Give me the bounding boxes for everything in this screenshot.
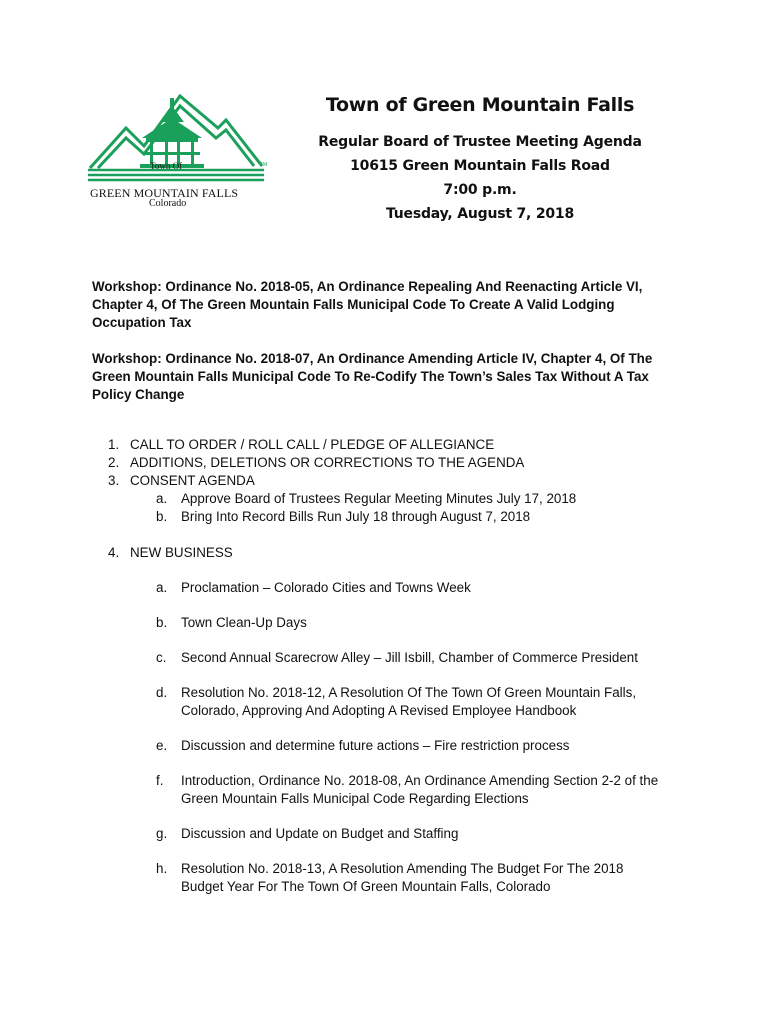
workshop-line: Green Mountain Falls Municipal Code To Re-Codify The Town’s Sales Tax Without A Tax [92,369,649,384]
consent-text: Bring Into Record Bills Run July 18 through August 7, 2018 [181,509,531,524]
agenda-item [92,472,712,490]
logo-town-of: Town Of [150,161,183,171]
workshop-item [92,350,692,404]
nb-text: Town Clean-Up Days [181,615,307,630]
nb-text: Resolution No. 2018-12, A Resolution Of The Town Of Green Mountain Falls, [181,685,637,700]
nb-letter: f. [156,773,164,788]
agenda-number: 4. [108,545,120,560]
new-business-item [92,614,712,632]
workshop-line: Occupation Tax [92,315,192,330]
agenda-number: 3. [108,473,120,488]
agenda-text: CONSENT AGENDA [130,473,255,488]
nb-letter: g. [156,826,168,841]
nb-letter: a. [156,580,168,595]
workshop-line: Chapter 4, Of The Green Mountain Falls Municipal Code To Create A Valid Lodging [92,297,615,312]
agenda-text: NEW BUSINESS [130,545,233,560]
workshop-item [92,278,692,332]
consent-letter: a. [156,491,168,506]
agenda-item [92,454,712,472]
new-business-item [92,772,712,808]
nb-letter: d. [156,685,168,700]
nb-letter: b. [156,615,168,630]
logo-state: Colorado [149,198,187,209]
nb-text: Discussion and Update on Budget and Staffing [181,826,459,841]
workshop-line: Policy Change [92,387,185,402]
agenda-number: 1. [108,437,120,452]
nb-text: Second Annual Scarecrow Alley – Jill Isbill, Chamber of Commerce President [181,650,638,665]
nb-text-continued: Green Mountain Falls Municipal Code Regarding Elections [181,791,529,806]
agenda-number: 2. [108,455,120,470]
nb-text: Resolution No. 2018-13, A Resolution Amending The Budget For The 2018 [181,861,624,876]
nb-text-continued: Colorado, Approving And Adopting A Revised Employee Handbook [181,703,577,718]
town-logo [86,88,272,214]
nb-letter: h. [156,861,168,876]
agenda-text: CALL TO ORDER / ROLL CALL / PLEDGE OF ALLEGIANCE [130,437,495,452]
consent-item [92,508,712,526]
new-business-item [92,579,712,597]
nb-text: Introduction, Ordinance No. 2018-08, An Ordinance Amending Section 2-2 of the [181,773,659,788]
agenda-item [92,436,712,454]
meeting-time: 7:00 p.m. [443,182,517,198]
nb-letter: e. [156,738,168,753]
mountain-gazebo-logo-icon [86,88,272,188]
consent-letter: b. [156,509,168,524]
new-business-item [92,737,712,755]
agenda-item [92,544,712,562]
nb-text-continued: Budget Year For The Town Of Green Mountain Falls, Colorado [181,879,551,894]
workshop-line: Workshop: Ordinance No. 2018-05, An Ordinance Repealing And Reenacting Article VI, [92,279,643,294]
meeting-date: Tuesday, August 7, 2018 [385,206,575,222]
meeting-address: 10615 Green Mountain Falls Road [350,158,610,174]
new-business-item [92,684,712,720]
nb-text: Proclamation – Colorado Cities and Towns Week [181,580,471,595]
agenda-text: ADDITIONS, DELETIONS OR CORRECTIONS TO THE AGENDA [130,455,525,470]
consent-text: Approve Board of Trustees Regular Meeting Minutes July 17, 2018 [181,491,577,506]
meeting-type: Regular Board of Trustee Meeting Agenda [318,134,642,150]
nb-text: Discussion and determine future actions – Fire restriction process [181,738,570,753]
trademark-label: TM [260,162,268,168]
page-title: Town of Green Mountain Falls [325,94,635,116]
logo-town-name: GREEN MOUNTAIN FALLS [90,186,239,200]
new-business-item [92,825,712,843]
consent-item [92,490,712,508]
workshop-line: Workshop: Ordinance No. 2018-07, An Ordinance Amending Article IV, Chapter 4, Of The [92,351,653,366]
new-business-item [92,649,712,667]
new-business-item [92,860,712,896]
agenda-list [92,436,712,896]
nb-letter: c. [156,650,167,665]
document-header [300,94,660,226]
